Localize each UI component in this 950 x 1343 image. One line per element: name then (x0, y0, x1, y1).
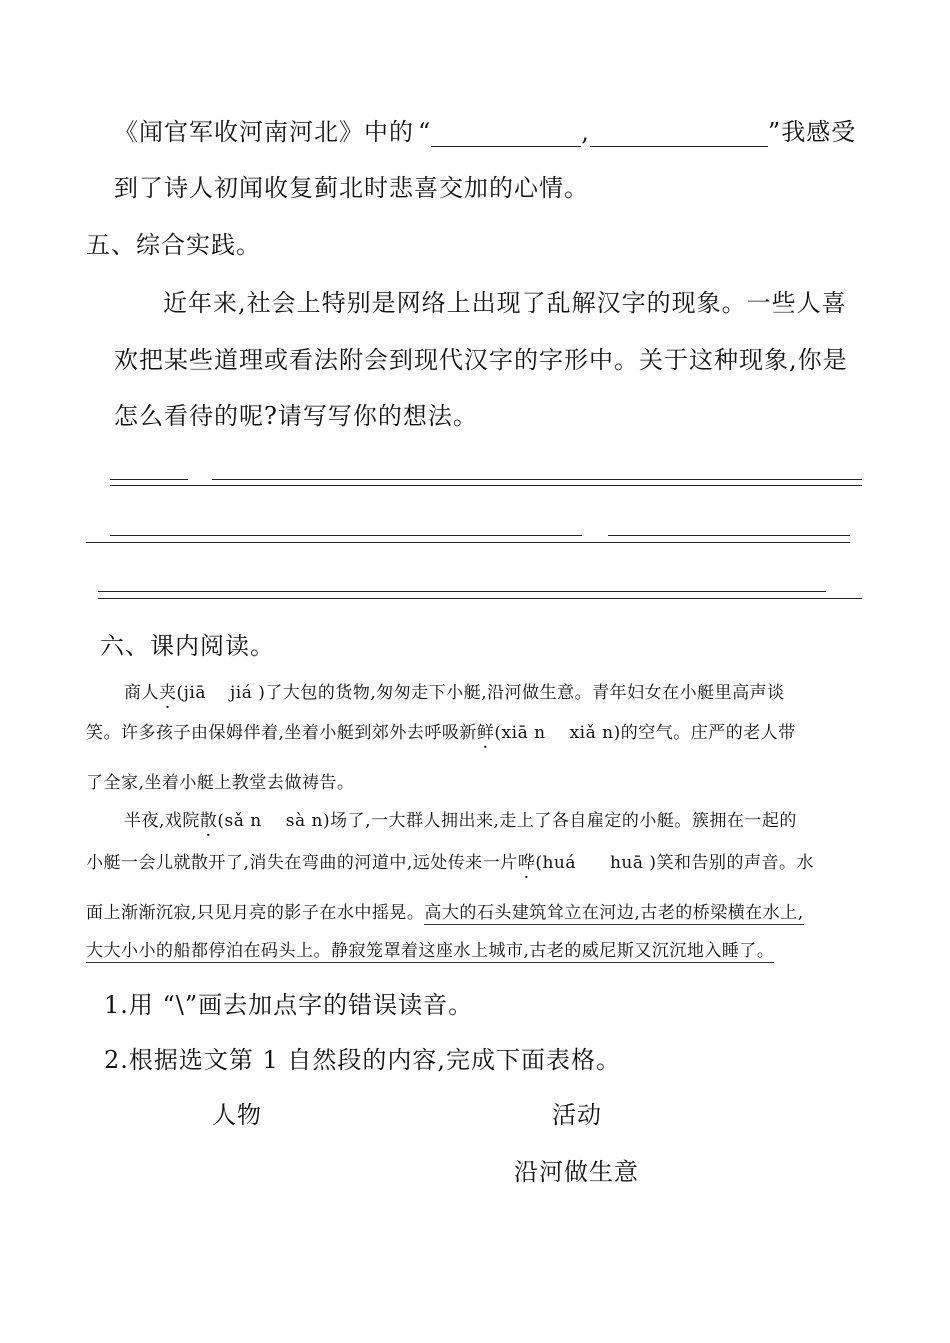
section-5-paragraph-line-2: 欢把某些道理或看法附会到现代汉字的字形中。关于这种现象,你是 (114, 346, 848, 374)
question-1: 1.用 “\”画去加点字的错误读音。 (104, 991, 474, 1019)
section-5-paragraph-line-1: 近年来,社会上特别是网络上出现了乱解汉字的现象。一些人喜 (163, 289, 847, 317)
pinyin-option[interactable]: sà n) (285, 811, 331, 831)
pinyin-option[interactable]: jiá ) (229, 683, 266, 703)
writing-line (98, 598, 862, 599)
poem-question-text-end: 我感受 (781, 118, 857, 146)
answer-blank-1[interactable] (431, 124, 581, 147)
section-6-heading: 六、课内阅读。 (100, 632, 275, 660)
pinyin-option[interactable]: (xiā n (494, 723, 546, 743)
poem-question-line-1 (114, 112, 856, 147)
dotted-char: 哗 (517, 853, 536, 873)
pinyin-option[interactable]: (sǎ n (217, 811, 262, 831)
writing-line (110, 535, 582, 536)
writing-line (212, 479, 862, 480)
answer-blank-2[interactable] (590, 124, 768, 147)
dotted-char: 散 (199, 811, 218, 831)
reading-para-1-line-3: 了全家,坐着小艇上教堂去做祷告。 (86, 773, 355, 793)
pinyin-option[interactable]: huā ) (609, 853, 657, 873)
pinyin-option[interactable]: (jiā (176, 683, 206, 703)
writing-line (110, 485, 862, 486)
underlined-sentence: 大大小小的船都停泊在码头上。静寂笼罩着这座水上城市,古老的威尼斯又沉沉地入睡了。 (86, 941, 775, 961)
writing-line (608, 535, 850, 536)
writing-line (110, 479, 188, 480)
table-header-person: 人物 (212, 1101, 262, 1129)
section-5-heading: 五、综合实践。 (86, 231, 261, 259)
underlined-sentence: 高大的石头建筑耸立在河边,古老的桥梁横在水上, (424, 903, 804, 923)
pinyin-option[interactable]: (huá (535, 853, 576, 873)
dotted-char: 夹 (159, 683, 177, 703)
table-header-activity: 活动 (552, 1101, 602, 1129)
reading-para-2-line-3: 面上渐渐沉寂,只见月亮的影子在水中摇晃。高大的石头建筑耸立在河边,古老的桥梁横在水上, (86, 903, 804, 923)
reading-para-1-line-1: 商人夹(jiā jiá )了大包的货物,匆匆走下小艇,沿河做生意。青年妇女在小艇里高声谈 (124, 683, 785, 703)
table-cell-activity: 沿河做生意 (514, 1158, 639, 1186)
writing-line (86, 542, 850, 543)
section-5-paragraph-line-3: 怎么看待的呢?请写写你的想法。 (114, 402, 478, 430)
reading-para-2-line-4 (86, 936, 774, 961)
dotted-char: 鲜 (476, 723, 495, 743)
comma: , (581, 118, 590, 146)
question-2: 2.根据选文第 1 自然段的内容,完成下面表格。 (104, 1046, 622, 1074)
poem-question-text: 《闻官军收河南河北》中的 (114, 118, 414, 146)
pinyin-option[interactable]: xiǎ n) (569, 723, 621, 743)
close-quote: ” (767, 118, 782, 146)
poem-question-line-2: 到了诗人初闻收复蓟北时悲喜交加的心情。 (114, 174, 589, 202)
writing-line (98, 591, 826, 592)
reading-para-1-line-2: 笑。许多孩子由保姆伴着,坐着小艇到郊外去呼吸新鲜(xiā n xiǎ n)的空气。庄严的老人带 (86, 723, 796, 743)
reading-para-2-line-2: 小艇一会儿就散开了,消失在弯曲的河道中,远处传来一片哗(huá huā )笑和告别的声音。水 (86, 853, 815, 873)
open-quote: “ (418, 118, 432, 146)
reading-para-2-line-1: 半夜,戏院散(sǎ n sà n)场了,一大群人拥出来,走上了各自雇定的小艇。簇拥在一起的 (124, 811, 797, 831)
